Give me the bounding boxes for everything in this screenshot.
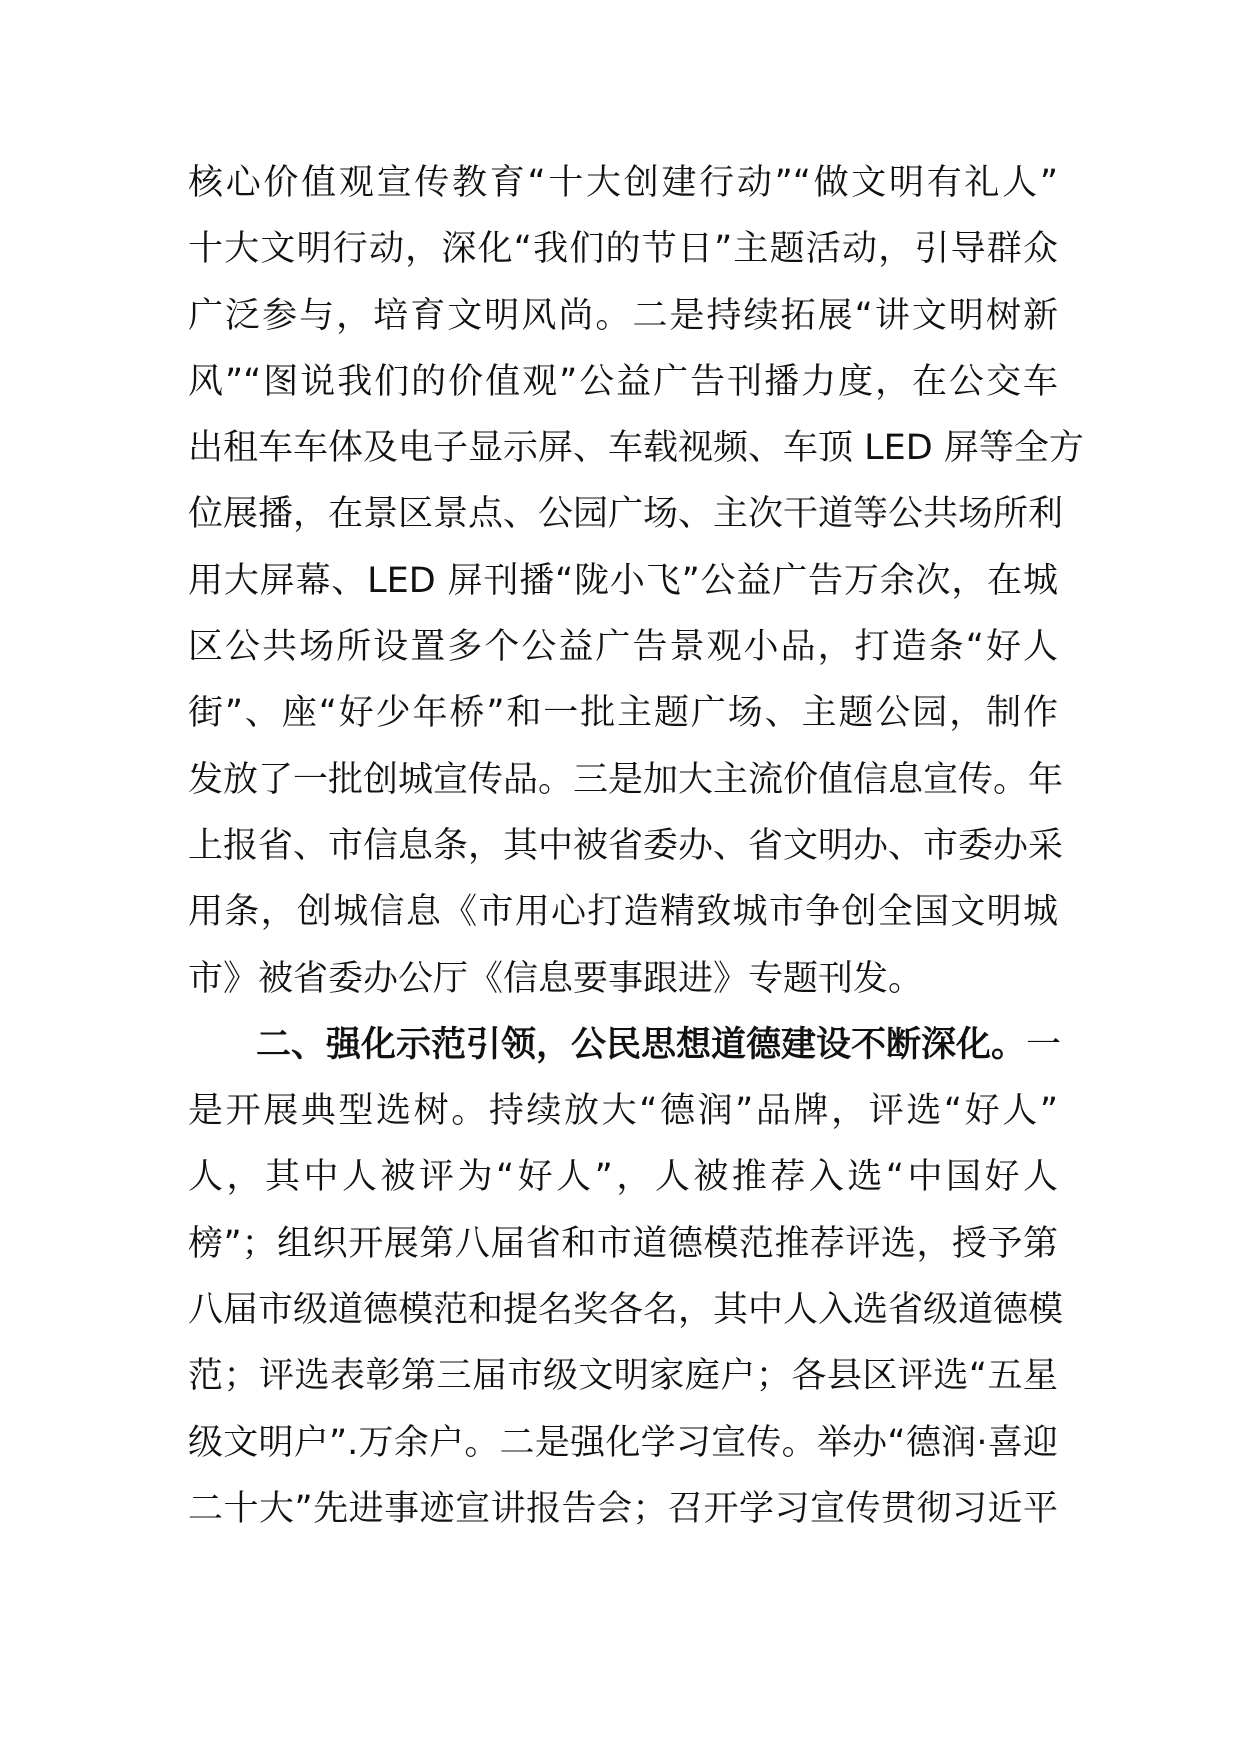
text-line: 榜”；组织开展第八届省和市道德模范推荐评选，授予第	[188, 1223, 1058, 1264]
text-line: 级文明户”.万余户。二是强化学习宣传。举办“德润·喜迎	[188, 1422, 1058, 1463]
text-line: 位展播，在景区景点、公园广场、主次干道等公共场所利	[188, 494, 1064, 535]
document-body	[188, 150, 1084, 1542]
text-line: 用大屏幕、LED 屏刊播“陇小飞”公益广告万余次，在城	[188, 560, 1058, 601]
text-line: 核心价值观宣传教育“十大创建行动”“做文明有礼人”	[188, 163, 1058, 203]
paragraph-1	[188, 150, 1084, 1012]
text-line: 发放了一批创城宣传品。三是加大主流价值信息宣传。年	[188, 759, 1064, 800]
text-line: 风”“图说我们的价值观”公益广告刊播力度，在公交车	[188, 361, 1058, 402]
text-line: 出租车车体及电子显示屏、车载视频、车顶 LED 屏等全方	[188, 428, 1084, 469]
text-line: 人，其中人被评为“好人”，人被推荐入选“中国好人	[188, 1157, 1058, 1198]
text-line: 是开展典型选树。持续放大“德润”品牌，评选“好人”	[188, 1091, 1058, 1132]
text-line: 二十大”先进事迹宣讲报告会；召开学习宣传贯彻习近平	[188, 1488, 1058, 1529]
paragraph-2	[188, 1012, 1064, 1542]
text-line: 市》被省委办公厅《信息要事跟进》专题刊发。	[188, 958, 924, 999]
section-heading: 二、强化示范引领，公民思想道德建设不断深化。	[256, 1024, 1027, 1065]
text-line: 十大文明行动，深化“我们的节日”主题活动，引导群众	[188, 229, 1058, 270]
text-line: 上报省、市信息条，其中被省委办、省文明办、市委办采	[188, 825, 1064, 866]
paragraph-2-first-line	[188, 1012, 1062, 1078]
text-line: 广泛参与，培育文明风尚。二是持续拓展“讲文明树新	[188, 295, 1058, 336]
text-line: 八届市级道德模范和提名奖各名，其中人入选省级道德模	[188, 1290, 1064, 1331]
text-line: 用条，创城信息《市用心打造精致城市争创全国文明城	[188, 892, 1058, 933]
text-line: 范；评选表彰第三届市级文明家庭户；各县区评选“五星	[188, 1356, 1058, 1397]
text-line: 街”、座“好少年桥”和一批主题广场、主题公园，制作	[188, 693, 1058, 734]
text-line: 区公共场所设置多个公益广告景观小品，打造条“好人	[188, 627, 1058, 668]
heading-trailing-text: 一	[1026, 1024, 1062, 1065]
